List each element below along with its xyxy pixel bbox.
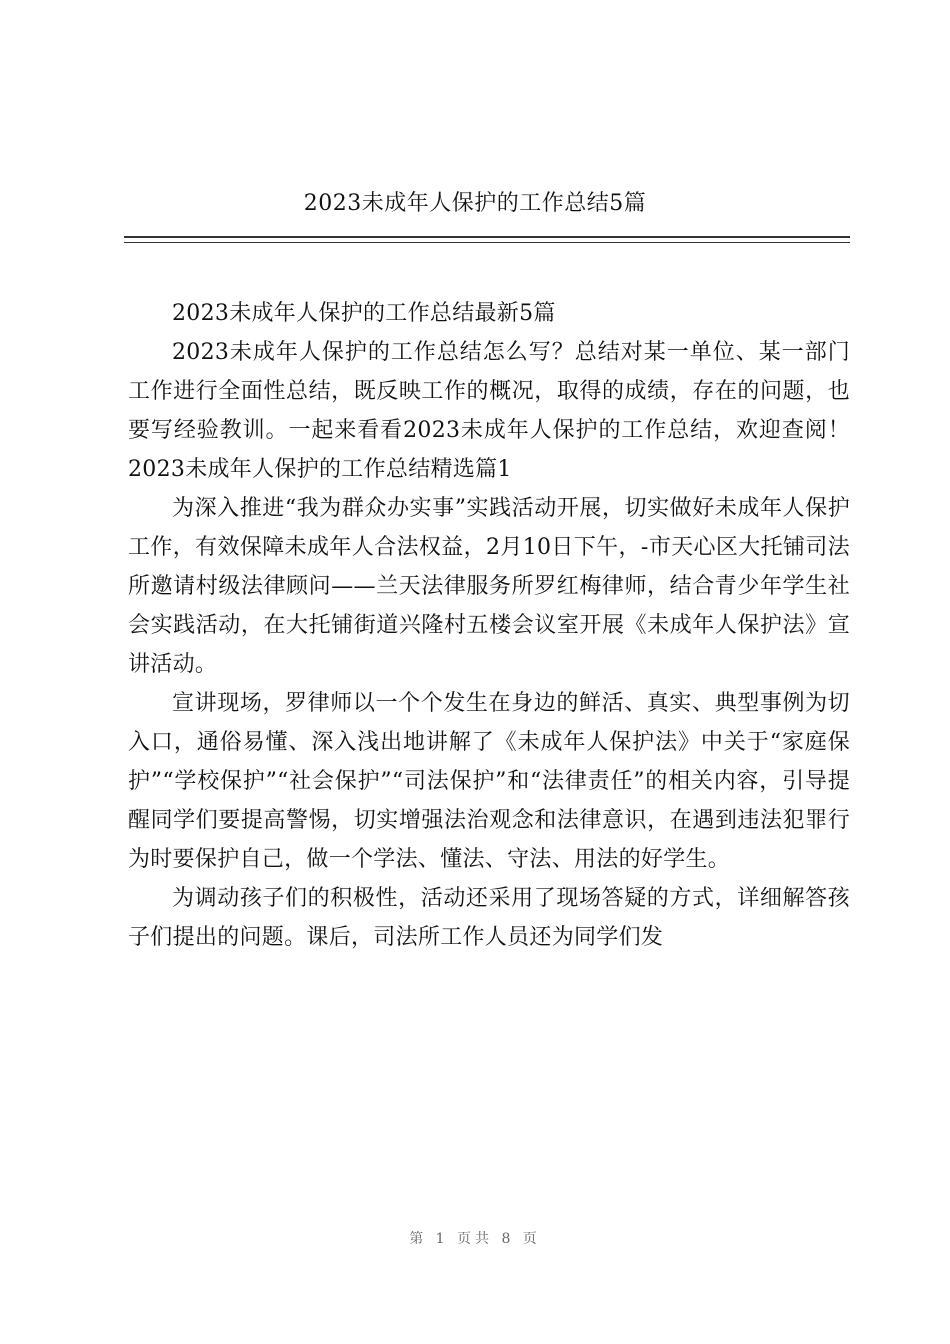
title-divider xyxy=(124,236,850,243)
page-footer: 第 1 页共 8 页 xyxy=(409,1231,541,1247)
paragraph-event: 为深入推进“我为群众办实事”实践活动开展，切实做好未成年人保护工作，有效保障未成年人合法权益，2月10日下午，-市天心区大托铺司法所邀请村级法律顾问——兰天法律服务所罗红梅律师，结合青少年学生社会实践活动，在大托铺街道兴隆村五楼会议室开展《未成年人保护法》宣讲活动。 xyxy=(128,496,850,677)
document-body xyxy=(128,294,850,957)
paragraph-subtitle: 2023未成年人保护的工作总结最新5篇 xyxy=(172,301,556,326)
document-title: 2023未成年人保护的工作总结5篇 xyxy=(303,191,647,216)
paragraph-intro: 2023未成年人保护的工作总结怎么写？总结对某一单位、某一部门工作进行全面性总结，既反映工作的概况，取得的成绩，存在的问题，也要写经验教训。一起来看看2023未成年人保护的工作总结，欢迎查阅！2023未成年人保护的工作总结精选篇1 xyxy=(128,340,850,482)
paragraph-qa: 为调动孩子们的积极性，活动还采用了现场答疑的方式，详细解答孩子们提出的问题。课后，司法所工作人员还为同学们发 xyxy=(128,886,850,950)
paragraph-lecture: 宣讲现场，罗律师以一个个发生在身边的鲜活、真实、典型事例为切入口，通俗易懂、深入浅出地讲解了《未成年人保护法》中关于“家庭保护”“学校保护”“社会保护”“司法保护”和“法律责任”的相关内容，引导提醒同学们要提高警惕，切实增强法治观念和法律意识，在遇到违法犯罪行为时要保护自己，做一个学法、懂法、守法、用法的好学生。 xyxy=(128,691,850,872)
